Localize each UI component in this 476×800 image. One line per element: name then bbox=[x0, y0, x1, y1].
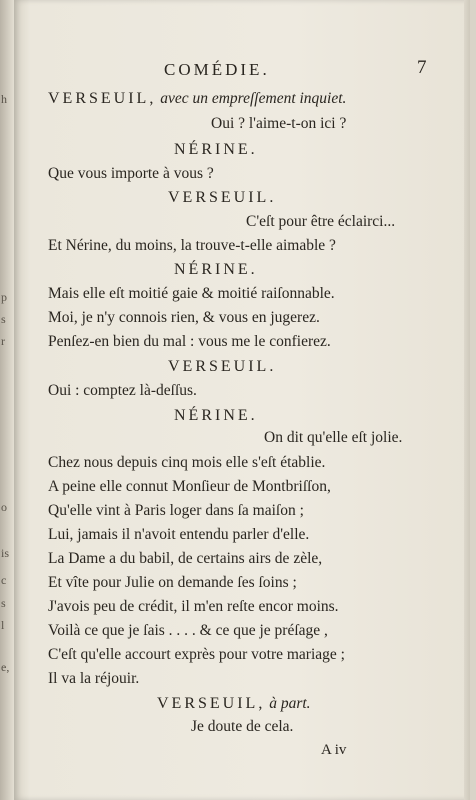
verse-line: La Dame a du babil, de certains airs de zèle, bbox=[48, 550, 323, 567]
margin-fragment: l bbox=[1, 618, 5, 632]
verse-line: Chez nous depuis cinq mois elle s'eſt établie. bbox=[48, 454, 326, 471]
verse-line: Et Nérine, du moins, la trouve-t-elle aimable ? bbox=[48, 237, 336, 254]
speaker-name: VERSEUIL, bbox=[157, 695, 266, 712]
verse-line: Penſez-en bien du mal : vous me le confierez. bbox=[48, 333, 331, 350]
speaker-name: NÉRINE. bbox=[174, 141, 258, 158]
speaker-name: VERSEUIL, bbox=[48, 90, 157, 107]
facing-page-edge bbox=[0, 0, 14, 800]
margin-fragment: c bbox=[1, 573, 7, 587]
verse-line: Voilà ce que je ſais . . . . & ce que je préſage , bbox=[48, 622, 328, 639]
verse-line: Je doute de cela. bbox=[191, 718, 294, 735]
stage-direction: avec un empreſſement inquiet. bbox=[156, 90, 347, 107]
running-head: COMÉDIE. bbox=[164, 60, 270, 79]
margin-fragment: s bbox=[1, 312, 6, 326]
signature-mark: A iv bbox=[321, 742, 347, 758]
verse-line: On dit qu'elle eſt jolie. bbox=[264, 429, 403, 446]
speaker-name: VERSEUIL. bbox=[168, 189, 277, 206]
verse-line: C'eſt qu'elle accourt exprès pour votre mariage ; bbox=[48, 646, 345, 663]
book-page bbox=[14, 0, 470, 800]
page-edge bbox=[464, 0, 470, 800]
margin-fragment: s bbox=[1, 596, 6, 610]
margin-fragment: r bbox=[1, 334, 5, 348]
margin-fragment: o bbox=[1, 500, 7, 514]
verse-line: Lui, jamais il n'avoit entendu parler d'elle. bbox=[48, 526, 310, 543]
verse-line: Qu'elle vint à Paris loger dans ſa maiſon ; bbox=[48, 502, 304, 519]
margin-fragment: is bbox=[1, 546, 10, 560]
margin-fragment: p bbox=[1, 290, 7, 304]
speaker-name: NÉRINE. bbox=[174, 407, 258, 424]
speaker-heading-with-direction bbox=[157, 694, 311, 714]
verse-line: Moi, je n'y connois rien, & vous en jugerez. bbox=[48, 309, 320, 326]
verse-line: Oui : comptez là-deſſus. bbox=[48, 382, 197, 399]
verse-line: C'eſt pour être éclairci... bbox=[246, 213, 396, 230]
verse-line: Et vîte pour Julie on demande ſes ſoins ; bbox=[48, 574, 297, 591]
verse-line: A peine elle connut Monſieur de Montbriſſon, bbox=[48, 478, 331, 495]
margin-fragment: h bbox=[1, 92, 7, 106]
verse-line: Il va la réjouir. bbox=[48, 670, 140, 687]
speaker-name: VERSEUIL. bbox=[168, 358, 277, 375]
margin-fragment: e, bbox=[1, 660, 10, 674]
speaker-name: NÉRINE. bbox=[174, 261, 258, 278]
verse-line: Oui ? l'aime-t-on ici ? bbox=[211, 115, 347, 132]
verse-line: Que vous importe à vous ? bbox=[48, 165, 214, 182]
speaker-heading-with-direction bbox=[48, 89, 346, 109]
page-number: 7 bbox=[417, 57, 427, 78]
stage-direction: à part. bbox=[265, 695, 311, 712]
verse-line: J'avois peu de crédit, il m'en reſte encor moins. bbox=[48, 598, 339, 615]
verse-line: Mais elle eſt moitié gaie & moitié raiſonnable. bbox=[48, 285, 335, 302]
